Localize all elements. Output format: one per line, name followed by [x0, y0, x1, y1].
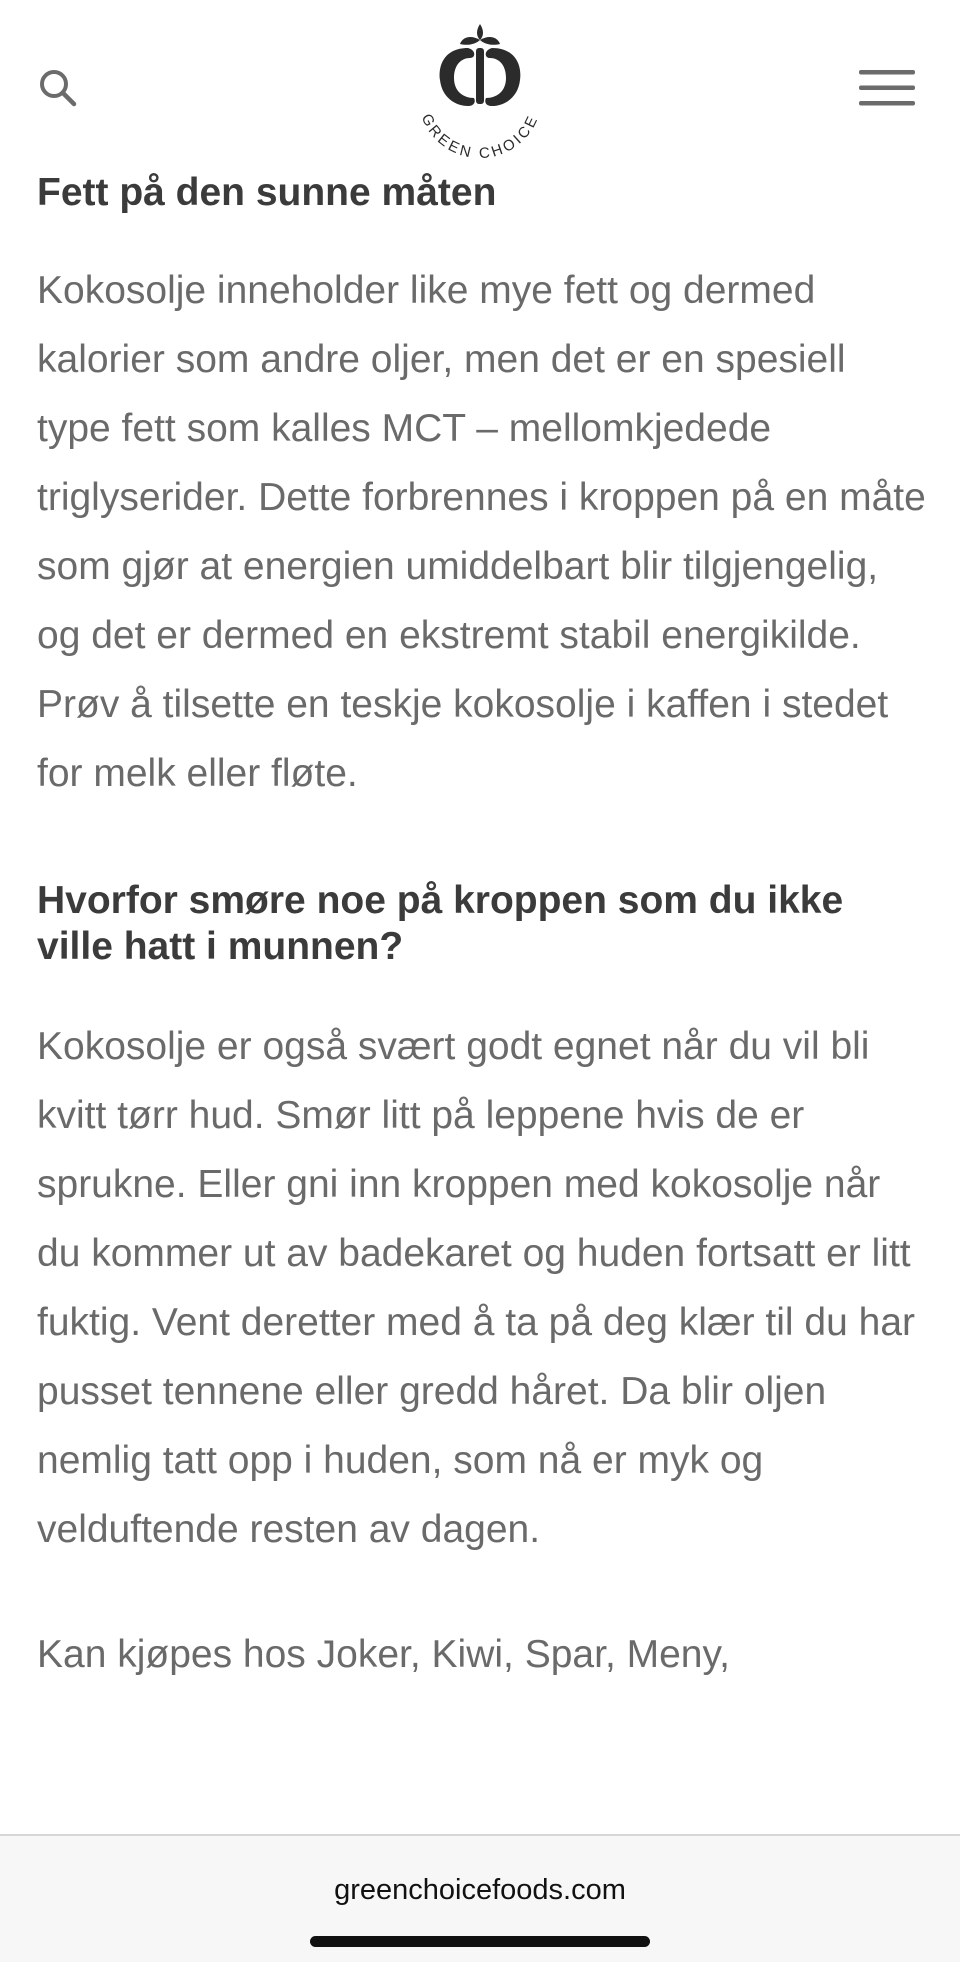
article-paragraph-retailers: Kan kjøpes hos Joker, Kiwi, Spar, Meny, [37, 1633, 730, 1676]
green-choice-logo [398, 18, 562, 158]
site-header [0, 0, 960, 170]
browser-address-bar[interactable] [0, 1834, 960, 1962]
article-paragraph: Kokosolje inneholder like mye fett og dermed kalorier som andre oljer, men det er en spesiell type fett som kalles MCT – mellomkjedede triglyserider. Dette forbrennes i kroppen på en måte som gjør at energien umiddelbart blir tilgjengelig, og det er dermed en ekstremt stabil energikilde. Prøv å tilsette en teskje kokosolje i kaffen i stedet for melk eller fløte. [37, 269, 926, 795]
hamburger-menu-icon [857, 66, 917, 110]
svg-text:GREEN CHOICE [418, 111, 543, 158]
section-heading-skin-care: Hvorfor smøre noe på kroppen som du ikke ville hatt i munnen? [37, 879, 844, 968]
menu-button[interactable] [852, 60, 922, 116]
brand-name: GREEN CHOICE [417, 111, 543, 158]
article-paragraph: Kokosolje er også svært godt egnet når du vil bli kvitt tørr hud. Smør litt på leppene hvis de er sprukne. Eller gni inn kroppen med kokosolje når du kommer ut av badekaret og huden fortsatt er litt fuktig. Vent deretter med å ta på deg klær til du har pusset tennene eller gredd håret. Da blir oljen nemlig tatt opp i huden, som nå er myk og velduftende resten av dagen. [37, 1025, 915, 1551]
section-heading-healthy-fat: Fett på den sunne måten [37, 171, 497, 214]
brand-logo[interactable] [398, 18, 562, 158]
article-content [37, 170, 927, 1689]
home-indicator[interactable] [310, 1936, 650, 1947]
search-icon [38, 68, 78, 108]
url-text[interactable]: greenchoicefoods.com [334, 1874, 626, 1906]
search-button[interactable] [30, 60, 86, 116]
